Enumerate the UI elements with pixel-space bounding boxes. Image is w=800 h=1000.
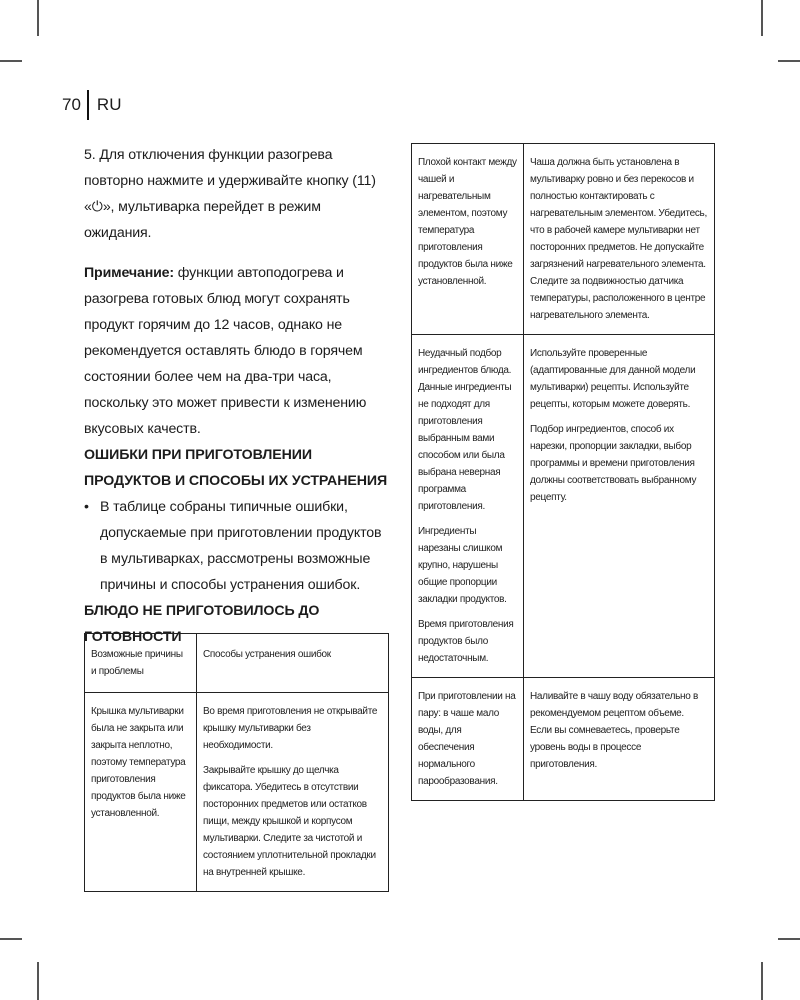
bullet-icon: • xyxy=(84,499,89,515)
troubleshooting-table-right xyxy=(411,143,715,801)
fix-text: Чаша должна быть установлена в мультиварку ровно и без перекосов и полностью контактировать с нагревательным элементом. Убедитесь, что в рабочей камере мультиварки нет посторонних предметов. Не допускайте загрязнений нагревательного элемента. Следите за подвижностью датчика температуры, расположенного в центре нагревательного элемента. xyxy=(530,157,707,321)
cause-cell xyxy=(85,693,197,892)
intro-bullet-text: В таблице собраны типичные ошибки, допускаемые при приготовлении продуктов в мультиварках, рассмотрены возможные причины и способы устранения ошибок. xyxy=(100,499,382,593)
section-heading-not-ready: БЛЮДО НЕ ПРИГОТОВИЛОСЬ ДО ГОТОВНОСТИ xyxy=(84,603,320,645)
fix-cell xyxy=(524,144,715,335)
table-row xyxy=(412,678,715,801)
page-language: RU xyxy=(96,95,122,114)
table-header-row xyxy=(85,634,389,693)
crop-mark-top-right-v xyxy=(761,0,763,36)
page-header xyxy=(62,88,121,122)
table-row xyxy=(85,693,389,892)
cause-text: Неудачный подбор ингредиентов блюда. Данные ингредиенты не подходят для приготовления выбранным вами способом или была выбрана неверная программа приготовления. xyxy=(418,348,512,512)
troubleshooting-table-left xyxy=(84,633,389,892)
fix-text: Подбор ингредиентов, способ их нарезки, пропорции закладки, выбор программы и времени приготовления должны соответствовать выбранному рецепту. xyxy=(530,424,697,503)
cause-cell xyxy=(412,678,524,801)
header-cause-text: Возможные причины и проблемы xyxy=(91,649,183,677)
header-fix-text: Способы устранения ошибок xyxy=(203,649,331,660)
section-heading-errors: ОШИБКИ ПРИ ПРИГОТОВЛЕНИИ ПРОДУКТОВ И СПОСОБЫ ИХ УСТРАНЕНИЯ xyxy=(84,447,388,489)
fix-text: Наливайте в чашу воду обязательно в рекомендуемом рецептом объеме. Если вы сомневаетесь, проверьте уровень воды в процессе приготовления. xyxy=(530,691,699,770)
cause-text: Крышка мультиварки была не закрыта или закрыта неплотно, поэтому температура приготовления продуктов была ниже установленной. xyxy=(91,706,186,819)
crop-mark-bottom-left-h xyxy=(0,938,22,940)
crop-mark-top-left-h xyxy=(0,60,22,62)
cause-text: Плохой контакт между чашей и нагревательным элементом, поэтому температура приготовления продуктов была ниже установленной. xyxy=(418,157,517,287)
crop-mark-bottom-left-v xyxy=(37,962,39,1000)
fix-cell xyxy=(524,678,715,801)
cause-text: Время приготовления продуктов было недостаточным. xyxy=(418,619,514,664)
cause-text: При приготовлении на пару: в чаше мало воды, для обеспечения нормального парообразования. xyxy=(418,691,516,787)
cause-cell xyxy=(412,335,524,678)
header-cause-cell xyxy=(85,634,197,693)
step-5-text: 5. Для отключения функции разогрева повторно нажмите и удерживайте кнопку (11) «⏻», мультиварка перейдет в режим ожидания. xyxy=(84,147,376,241)
cause-text: Ингредиенты нарезаны слишком крупно, нарушены общие пропорции закладки продуктов. xyxy=(418,526,507,605)
fix-text: Во время приготовления не открывайте крышку мультиварки без необходимости. xyxy=(203,706,378,751)
note-text: функции автоподогрева и разогрева готовых блюд могут сохранять продукт горячим до 12 часов, однако не рекомендуется оставлять блюдо в горячем состоянии более чем на два-три часа, поскольку это может привести к изменению вкусовых качеств. xyxy=(84,265,367,437)
crop-mark-bottom-right-v xyxy=(761,962,763,1000)
left-column xyxy=(84,142,388,650)
note-label: Примечание: xyxy=(84,265,175,281)
table-row xyxy=(412,144,715,335)
table-row xyxy=(412,335,715,678)
page-number: 70 xyxy=(62,95,81,114)
header-divider xyxy=(87,90,89,120)
cause-cell xyxy=(412,144,524,335)
crop-mark-top-right-h xyxy=(778,60,800,62)
crop-mark-top-left-v xyxy=(37,0,39,36)
fix-cell xyxy=(524,335,715,678)
note-paragraph xyxy=(84,260,388,442)
fix-text: Закрывайте крышку до щелчка фиксатора. Убедитесь в отсутствии посторонних предметов или остатков пищи, между крышкой и корпусом мультиварки. Следите за чистотой и состоянием уплотнительной прокладки на внутренней крышке. xyxy=(203,765,376,878)
fix-text: Используйте проверенные (адаптированные для данной модели мультиварки) рецепты. Используйте рецепты, которым можете доверять. xyxy=(530,348,696,410)
crop-mark-bottom-right-h xyxy=(778,938,800,940)
intro-bullet xyxy=(84,494,388,598)
header-fix-cell xyxy=(197,634,389,693)
fix-cell xyxy=(197,693,389,892)
